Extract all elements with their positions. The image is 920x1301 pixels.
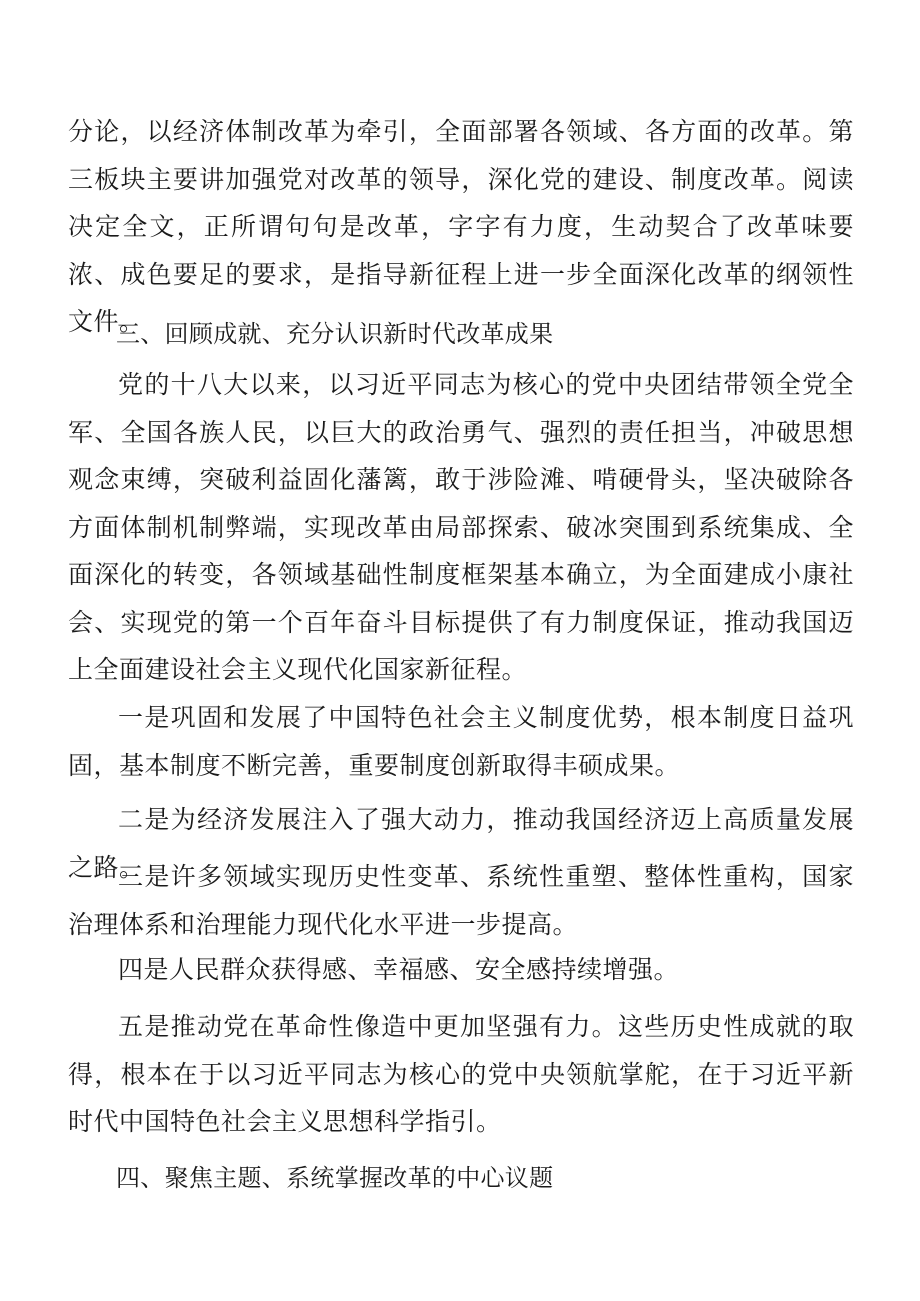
paragraph-point-three: 三是许多领域实现历史性变革、系统性重塑、整体性重构，国家治理体系和治理能力现代化水平进一步提高。 (68, 862, 854, 939)
paragraph-continued: 分论，以经济体制改革为牵引，全面部署各领域、各方面的改革。第三板块主要讲加强党对改革的领导，深化党的建设、制度改革。阅读决定全文，正所谓句句是改革，字字有力度，生动契合了改革味要浓、成色要足的要求，是指导新征程上进一步全面深化改革的纲领性文件。 (68, 117, 854, 336)
paragraph-point-five: 五是推动党在革命性像造中更加坚强有力。这些历史性成就的取得，根本在于以习近平同志为核心的党中央领航掌舵，在于习近平新时代中国特色社会主义思想科学指引。 (68, 1012, 854, 1136)
paragraph-point-four: 四是人民群众获得感、幸福感、安全感持续增强。 (118, 955, 680, 984)
paragraph-point-two: 二是为经济发展注入了强大动力，推动我国经济迈上高质量发展之路。 (68, 805, 854, 882)
section-heading-4: 四、聚焦主题、系统掌握改革的中心议题 (116, 1164, 554, 1192)
paragraph-point-one: 一是巩固和发展了中国特色社会主义制度优势，根本制度日益巩固，基本制度不断完善，重要制度创新取得丰硕成果。 (68, 703, 854, 780)
section-heading-3: 三、回顾成就、充分认识新时代改革成果 (116, 320, 554, 348)
paragraph-achievements-intro: 党的十八大以来，以习近平同志为核心的党中央团结带领全党全军、全国各族人民，以巨大的政治勇气、强烈的责任担当，冲破思想观念束缚，突破利益固化藩篱，敢于涉险滩、啃硬骨头，坚决破除各方面体制机制弊端，实现改革由局部探索、破冰突围到系统集成、全面深化的转变，各领域基础性制度框架基本确立，为全面建成小康社会、实现党的第一个百年奋斗目标提供了有力制度保证，推动我国迈上全面建设社会主义现代化国家新征程。 (68, 370, 854, 684)
